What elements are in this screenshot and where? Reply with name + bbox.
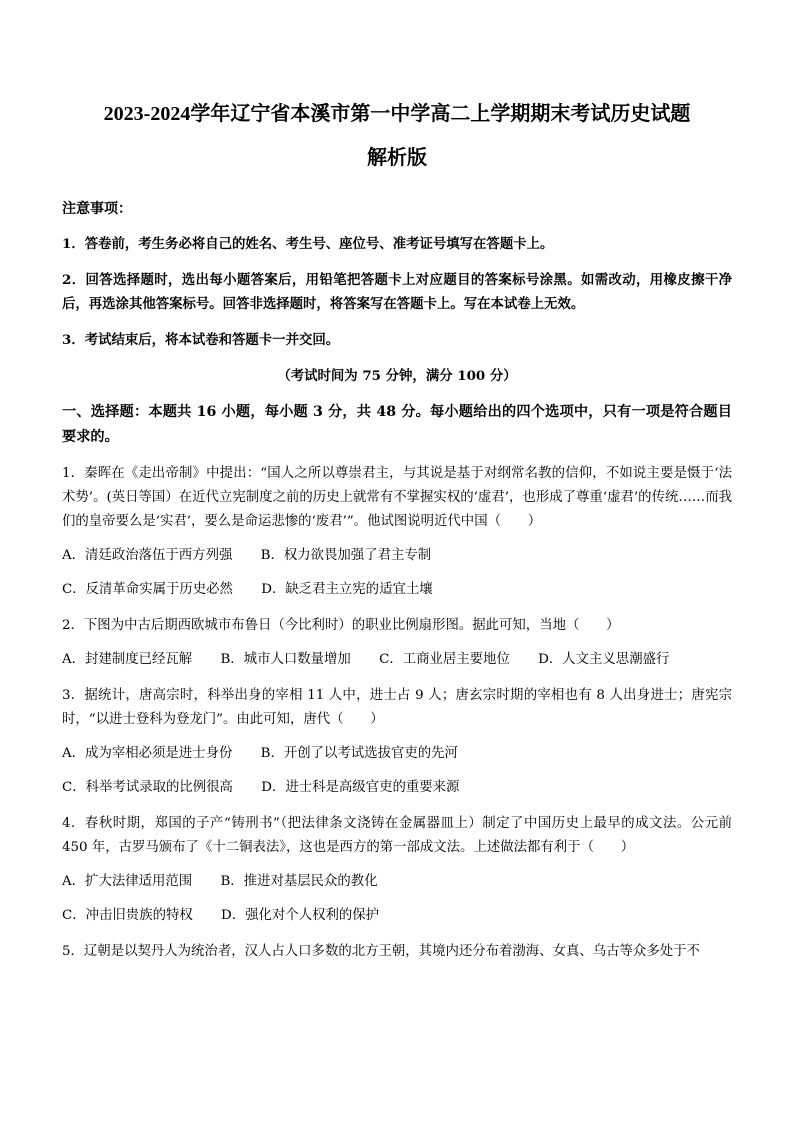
question-stem: 1．秦晖在《走出帝制》中提出：“国人之所以尊崇君主，与其说是基于对纲常名教的信仰，不如说主要是慑于‘法术势’。(英日等国）在近代立宪制度之前的历史上就常有不掌握实权的‘虚君’，也形成了尊重‘虚君’的传统……而我们的皇帝要么是‘实君’，要么是命运悲惨的‘废君’”。他试图说明近代中国（ ） (62, 466, 732, 529)
question-stem: 3．据统计，唐高宗时，科举出身的宰相 11 人中，进士占 9 人；唐玄宗时期的宰相也有 8 人出身进士；唐宪宗时，“以进士登科为登龙门”。由此可知，唐代（ ） (62, 688, 732, 727)
document-title (62, 92, 732, 180)
question-4 (62, 812, 732, 928)
options-row (62, 904, 732, 928)
option-c: C．冲击旧贵族的特权 (62, 908, 193, 923)
option-c: C．反清革命实属于历史必然 (62, 582, 233, 597)
option-b: B．开创了以考试选拔官吏的先河 (260, 746, 458, 761)
options-row (62, 870, 732, 894)
options-row (62, 648, 732, 672)
question-5 (62, 940, 732, 964)
option-c: C．科举考试录取的比例很高 (62, 780, 233, 795)
option-a: A．扩大法律适用范围 (62, 874, 193, 889)
notice-item-1: 1．答卷前，考生务必将自己的姓名、考生号、座位号、准考证号填写在答题卡上。 (62, 236, 554, 252)
question-stem: 5．辽朝是以契丹人为统治者，汉人占人口多数的北方王朝，其境内还分布着渤海、女真、乌古等众多处于不 (62, 944, 700, 959)
options-row (62, 544, 732, 568)
question-1 (62, 462, 732, 602)
option-a: A．成为宰相必须是进士身份 (62, 746, 233, 761)
option-d: D．进士科是高级官吏的重要来源 (261, 780, 460, 795)
title-line-1: 2023-2024学年辽宁省本溪市第一中学高二上学期期末考试历史试题 (103, 103, 691, 125)
question-2 (62, 614, 732, 672)
section-heading: 一、选择题：本题共 16 小题，每小题 3 分，共 48 分。每小题给出的四个选项中，只有一项是符合题目要求的。 (62, 404, 732, 445)
option-b: B．权力欲畏加强了君主专制 (260, 548, 432, 563)
option-b: B．推进对基层民众的教化 (220, 874, 378, 889)
option-a: A．清廷政治落伍于西方列强 (62, 548, 233, 563)
option-a: A．封建制度已经瓦解 (62, 652, 193, 667)
option-d: D．人文主义思潮盛行 (538, 652, 670, 667)
option-b: B．城市人口数量增加 (220, 652, 351, 667)
question-stem: 2．下图为中古后期西欧城市布鲁日（今比利时）的职业比例扇形图。据此可知，当地（ ） (62, 618, 620, 633)
options-row (62, 578, 732, 602)
exam-page (62, 92, 732, 964)
notice-item-2: 2．回答选择题时，选出每小题答案后，用铅笔把答题卡上对应题目的答案标号涂黑。如需改动，用橡皮擦干净后，再选涂其他答案标号。回答非选择题时，将答案写在答题卡上。写在本试卷上无效。 (62, 272, 732, 312)
option-c: C．工商业居主要地位 (379, 652, 510, 667)
option-d: D．缺乏君主立宪的适宜土壤 (261, 582, 433, 597)
option-d: D．强化对个人权利的保护 (221, 908, 380, 923)
notice-heading: 注意事项： (62, 201, 132, 217)
notice-item-3: 3．考试结束后，将本试卷和答题卡一并交回。 (62, 332, 340, 348)
exam-info: （考试时间为 75 分钟，满分 100 分） (277, 368, 517, 384)
title-line-2: 解析版 (367, 147, 427, 169)
question-stem: 4．春秋时期，郑国的子产“铸刑书”（把法律条文浇铸在金属器皿上）制定了中国历史上最早的成文法。公元前 450 年，古罗马颁布了《十二铜表法》，这也是西方的第一部成文法。上述做法都有利于（ ） (62, 816, 732, 855)
question-3 (62, 684, 732, 800)
options-row (62, 742, 732, 766)
options-row (62, 776, 732, 800)
